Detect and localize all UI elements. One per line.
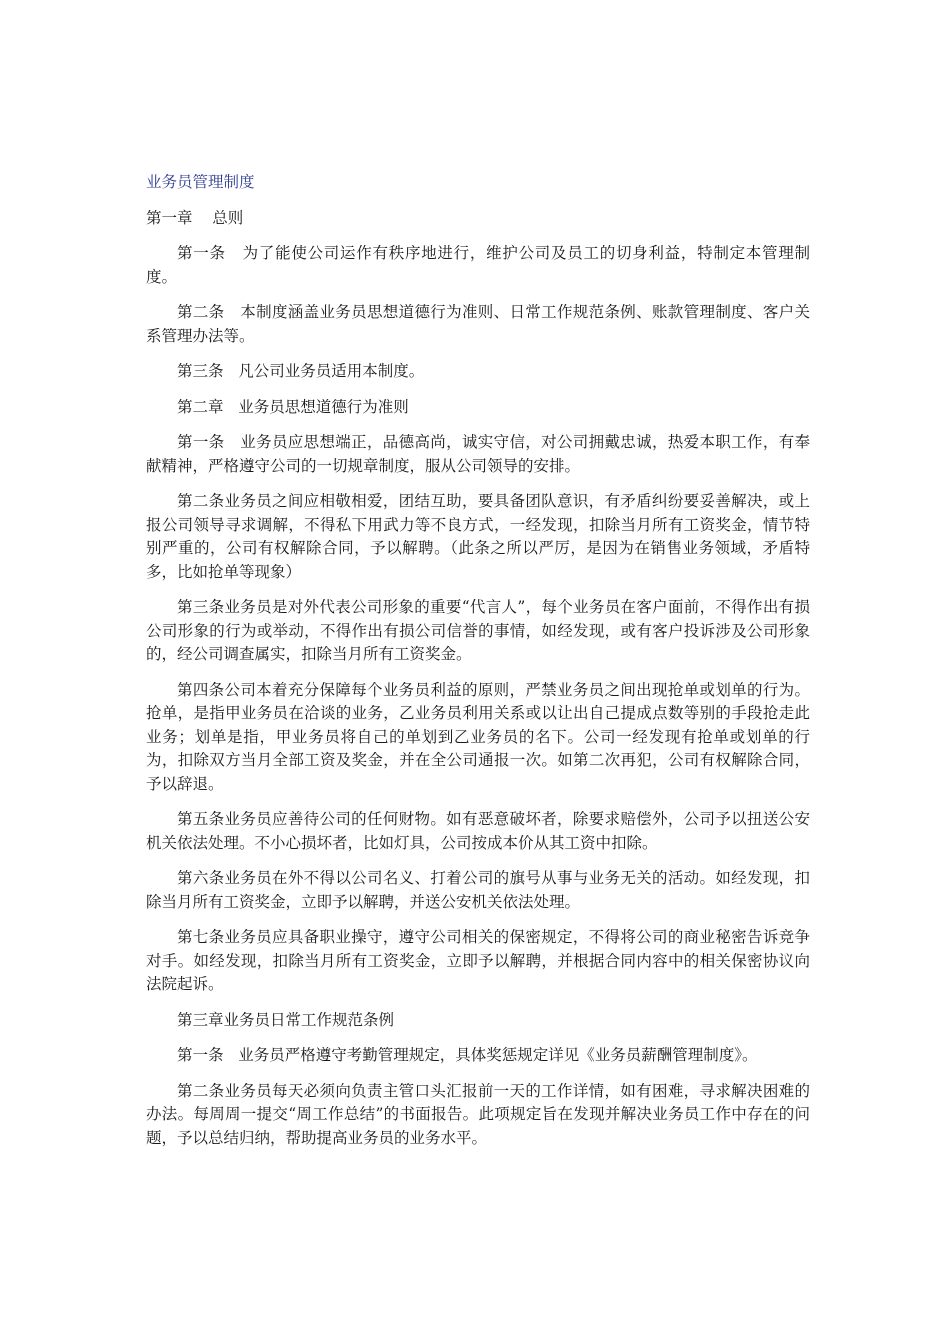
paragraph: 第六条业务员在外不得以公司名义、打着公司的旗号从事与业务无关的活动。如经发现，扣除当月所有工资奖金，立即予以解聘，并送公安机关依法处理。 xyxy=(146,869,810,911)
chapter-heading: 第二章 业务员思想道德行为准则 xyxy=(177,397,409,416)
paragraph: 第四条公司本着充分保障每个业务员利益的原则，严禁业务员之间出现抢单或划单的行为。抢单，是指甲业务员在洽谈的业务，乙业务员利用关系或以让出自己提成点数等别的手段抢走此业务；划单是指，甲业务员将自己的单划到乙业务员的名下。公司一经发现有抢单或划单的行为，扣除双方当月全部工资及奖金，并在全公司通报一次。如第二次再犯，公司有权解除合同，予以辞退。 xyxy=(146,680,810,793)
paragraph: 第三条业务员是对外代表公司形象的重要“代言人”，每个业务员在客户面前，不得作出有损公司形象的行为或举动，不得作出有损公司信誉的事情，如经发现，或有客户投诉涉及公司形象的，经公司调查属实，扣除当月所有工资奖金。 xyxy=(146,598,810,663)
paragraph: 第二条 本制度涵盖业务员思想道德行为准则、日常工作规范条例、账款管理制度、客户关系管理办法等。 xyxy=(146,303,810,345)
paragraph: 第一条 业务员应思想端正，品德高尚，诚实守信，对公司拥戴忠诚，热爱本职工作，有奉献精神，严格遵守公司的一切规章制度，服从公司领导的安排。 xyxy=(146,433,810,475)
paragraph: 第五条业务员应善待公司的任何财物。如有恶意破坏者，除要求赔偿外，公司予以扭送公安机关依法处理。不小心损坏者，比如灯具，公司按成本价从其工资中扣除。 xyxy=(146,810,810,852)
paragraph: 第二条业务员每天必须向负责主管口头汇报前一天的工作详情，如有困难，寻求解决困难的办法。每周周一提交“周工作总结”的书面报告。此项规定旨在发现并解决业务员工作中存在的问题，予以总结归纳，帮助提高业务员的业务水平。 xyxy=(146,1081,810,1147)
paragraph: 第七条业务员应具备职业操守，遵守公司相关的保密规定，不得将公司的商业秘密告诉竞争对手。如经发现，扣除当月所有工资奖金，立即予以解聘，并根据合同内容中的相关保密协议向法院起诉。 xyxy=(146,928,810,993)
paragraph: 第二条业务员之间应相敬相爱，团结互助，要具备团队意识，有矛盾纠纷要妥善解决，或上报公司领导寻求调解，不得私下用武力等不良方式，一经发现，扣除当月所有工资奖金，情节特别严重的，公司有权解除合同，予以解聘。（此条之所以严厉，是因为在销售业务领域，矛盾特多，比如抢单等现象） xyxy=(146,492,810,581)
document-page xyxy=(146,170,810,1162)
chapter-heading: 第一章 总则 xyxy=(146,209,244,227)
document-title: 业务员管理制度 xyxy=(146,173,255,191)
chapter-heading: 第三章业务员日常工作规范条例 xyxy=(177,1010,395,1029)
paragraph: 第一条 为了能使公司运作有秩序地进行，维护公司及员工的切身利益，特制定本管理制度。 xyxy=(146,244,810,286)
paragraph: 第三条 凡公司业务员适用本制度。 xyxy=(177,362,425,380)
paragraph: 第一条 业务员严格遵守考勤管理规定，具体奖惩规定详见《业务员薪酬管理制度》。 xyxy=(177,1046,758,1064)
